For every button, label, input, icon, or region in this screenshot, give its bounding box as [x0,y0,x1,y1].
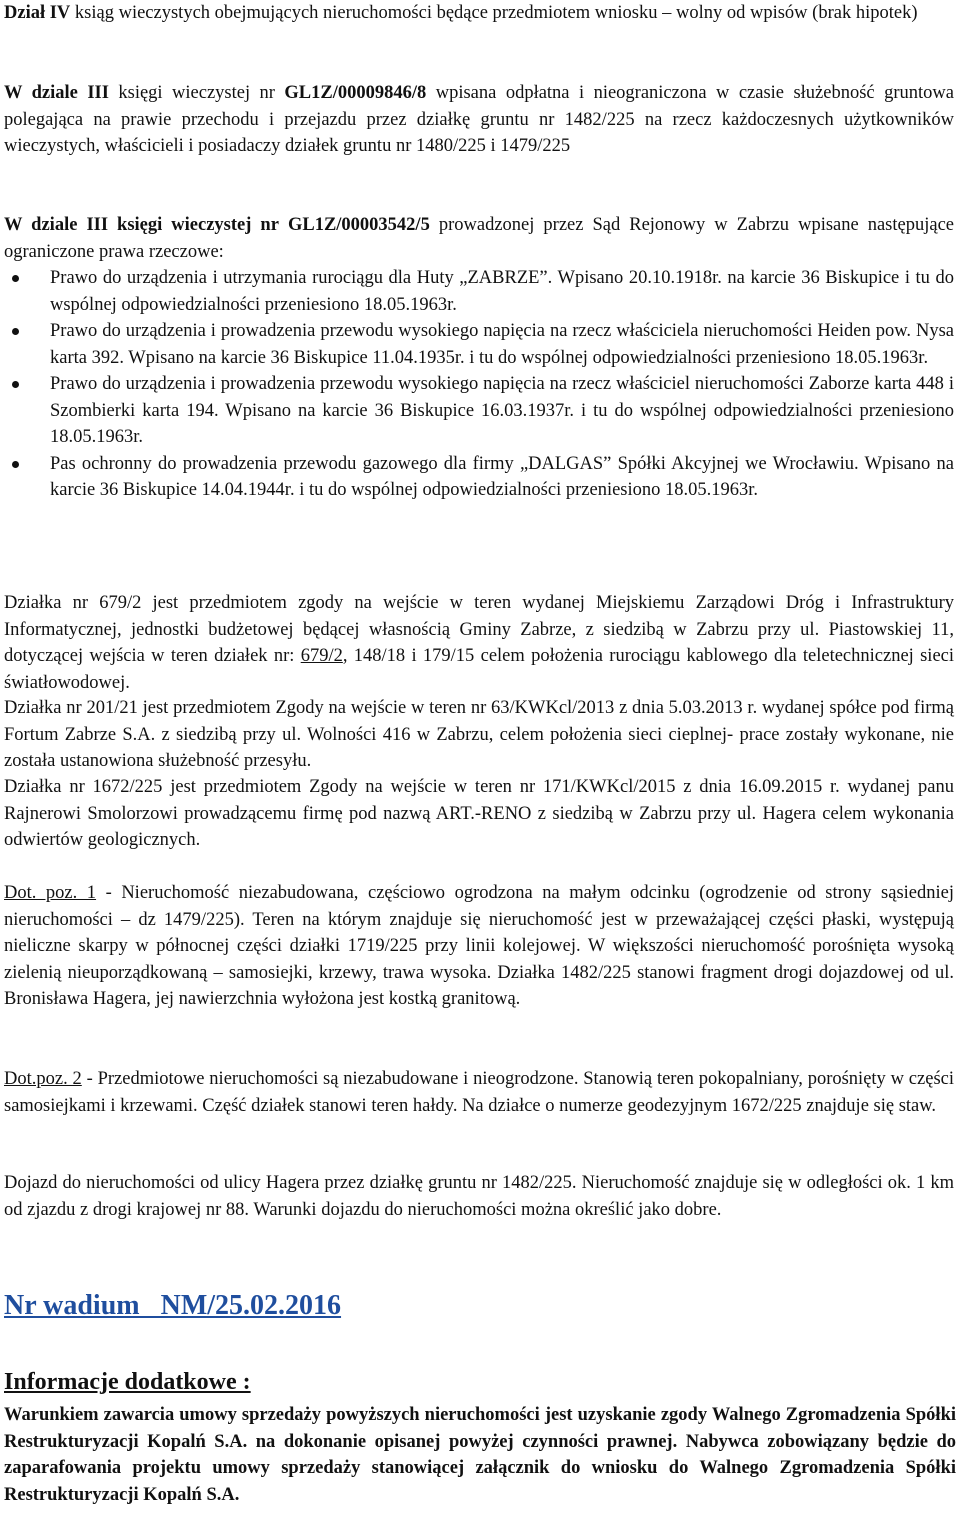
dzialka-679-text-b: , 148/18 i 179/15 celem położenia rurociągu kablowego dla teletechnicznej sieci światłowodowej. [4,646,955,693]
poz2-paragraph [4,1066,954,1119]
dzial-iv-paragraph [4,0,954,27]
poz1-text: - Nieruchomość niezabudowana, częściowo ogrodzona na małym odcinku (ogrodzenie od strony sąsiedniej nieruchomości – dz 1479/225). Teren na którym znajduje się nieruchomość jest w przeważającej części płaski, występują nieliczne skarpy w północnej części działki 1719/225 przy linii kolejowej. W większości nieruchomość porośnięta wysoką zielenią nieuporządkowaną – samosiejki, krzewy, trawa wysoka. Działka 1482/225 stanowi fragment drogi dojazdowej od ul. Bronisława Hagera, jej nawierzchnia wyłożona jest kostką granitową. [4,883,954,1009]
kw-number-2: GL1Z/00003542/5 [287,215,430,235]
info-paragraph: Warunkiem zawarcia umowy sprzedaży powyższych nieruchomości jest uzyskanie zgody Walnego Zgromadzenia Spółki Restrukturyzacji Kopalń S.A. na dokonanie opisanej powyżej czynności prawnej. Nabywca zobowiązany będzie do zaparafowania projektu umowy sprzedaży stanowiącej załącznik do wniosku do Walnego Zgromadzenia Spółki Restrukturyzacji Kopalń S.A. [4,1405,956,1505]
dzialka-679-paragraph [4,590,954,696]
dzial-iv-label: Dział IV [4,3,71,23]
right-item: Pas ochronny do prowadzenia przewodu gazowego dla firmy „DALGAS” Spółki Akcyjnej we Wrocławiu. Wpisano na karcie 36 Biskupice 14.04.1944r. i tu do wspólnej odpowiedzialności przeniesiono 18.05.1963r. [4,451,954,504]
right-item: Prawo do urządzenia i utrzymania rurociągu dla Huty „ZABRZE”. Wpisano 20.10.1918r. na karcie 36 Biskupice i tu do wspólnej odpowiedzialności przeniesiono 18.05.1963r. [4,265,954,318]
poz1-paragraph [4,880,954,1013]
poz2-label: Dot.poz. 2 [4,1069,82,1089]
dojazd-paragraph: Dojazd do nieruchomości od ulicy Hagera przez działkę gruntu nr 1482/225. Nieruchomość znajduje się w odległości ok. 1 km od zjazdu z drogi krajowej nr 88. Warunki dojazdu do nieruchomości można określić jako dobre. [4,1173,954,1220]
kw-number-1: GL1Z/00009846/8 [284,83,427,103]
right-item: Prawo do urządzenia i prowadzenia przewodu wysokiego napięcia na rzecz właściciela nieruchomości Heiden pow. Nysa karta 392. Wpisano na karcie 36 Biskupice 11.04.1935r. i tu do wspólnej odpowiedzialności przeniesiono 18.05.1963r. [4,318,954,371]
dzial-iii-text-1b: wpisana odpłatna i nieograniczona w czasie służebność gruntowa polegająca na prawie przechodu i przejazdu przez działkę gruntu nr 1482/225 na rzecz każdoczesnych użytkowników wieczystych, właścicieli i posiadaczy działek gruntu nr 1480/225 i 1479/225 [4,83,954,156]
poz2-text: - Przedmiotowe nieruchomości są niezabudowane i nieogrodzone. Stanowią teren pokopalniany, porośnięty w części samosiejkami i krzewami. Część działek stanowi teren hałdy. Na działce o numerze geodezyjnym 1672/225 znajduje się staw. [4,1069,954,1116]
dzialka-201-paragraph: Działka nr 201/21 jest przedmiotem Zgody na wejście w teren nr 63/KWKcl/2013 z dnia 5.03.2013 r. wydanej spółce pod firmą Fortum Zabrze S.A. z siedzibą przy ul. Wolności 416 w Zabrzu, celem położenia sieci cieplnej- prace zostały wykonane, nie została ustanowiona służebność przesyłu. [4,698,954,771]
rights-list [4,265,954,504]
dzial-iii-text-1a: księgi wieczystej nr [108,83,285,103]
dzialka-679-text-a: Działka nr 679/2 jest przedmiotem zgody na wejście w teren wydanej Miejskiemu Zarządowi Dróg i Infrastruktury Informatycznej, jednostki budżetowej będącej własnością Gminy Zabrze, z siedzibą w Zabrzu przy ul. Piastowskiej 11, dotyczącej wejścia w teren działek nr: [4,593,954,666]
poz1-label: Dot. poz. 1 [4,883,97,903]
dzialka-679-underlined: 679/2 [300,646,343,666]
right-item: Prawo do urządzenia i prowadzenia przewodu wysokiego napięcia na rzecz właściciel nieruchomości Zaborze karta 448 i Szombierki karta 194. Wpisano na karcie 36 Biskupice 16.03.1937r. i tu do wspólnej odpowiedzialności przeniesiono 18.05.1963r. [4,371,954,451]
dzial-iii-label-2: W dziale III księgi wieczystej nr [4,215,279,235]
dzial-iii-paragraph-2 [4,212,954,265]
dzialka-1672-paragraph: Działka nr 1672/225 jest przedmiotem Zgody na wejście w teren nr 171/KWKcl/2015 z dnia 16.09.2015 r. wydanej panu Rajnerowi Smolorzowi prowadzącemu firmę pod nazwą ART.-RENO z siedzibą w Zabrzu przy ul. Hagera celem wykonania odwiertów geologicznych. [4,777,954,850]
dzial-iv-text: ksiąg wieczystych obejmujących nieruchomości będące przedmiotem wniosku – wolny od wpisów (brak hipotek) [70,3,918,23]
info-heading: Informacje dodatkowe : [4,1369,251,1395]
dzial-iii-label-1: W dziale III [4,83,109,103]
wadium-heading: Nr wadium NM/25.02.2016 [4,1290,342,1321]
dzial-iii-text-2: prowadzonej przez Sąd Rejonowy w Zabrzu wpisane następujące ograniczone prawa rzeczowe: [4,215,955,262]
dzial-iii-paragraph-1 [4,80,954,160]
